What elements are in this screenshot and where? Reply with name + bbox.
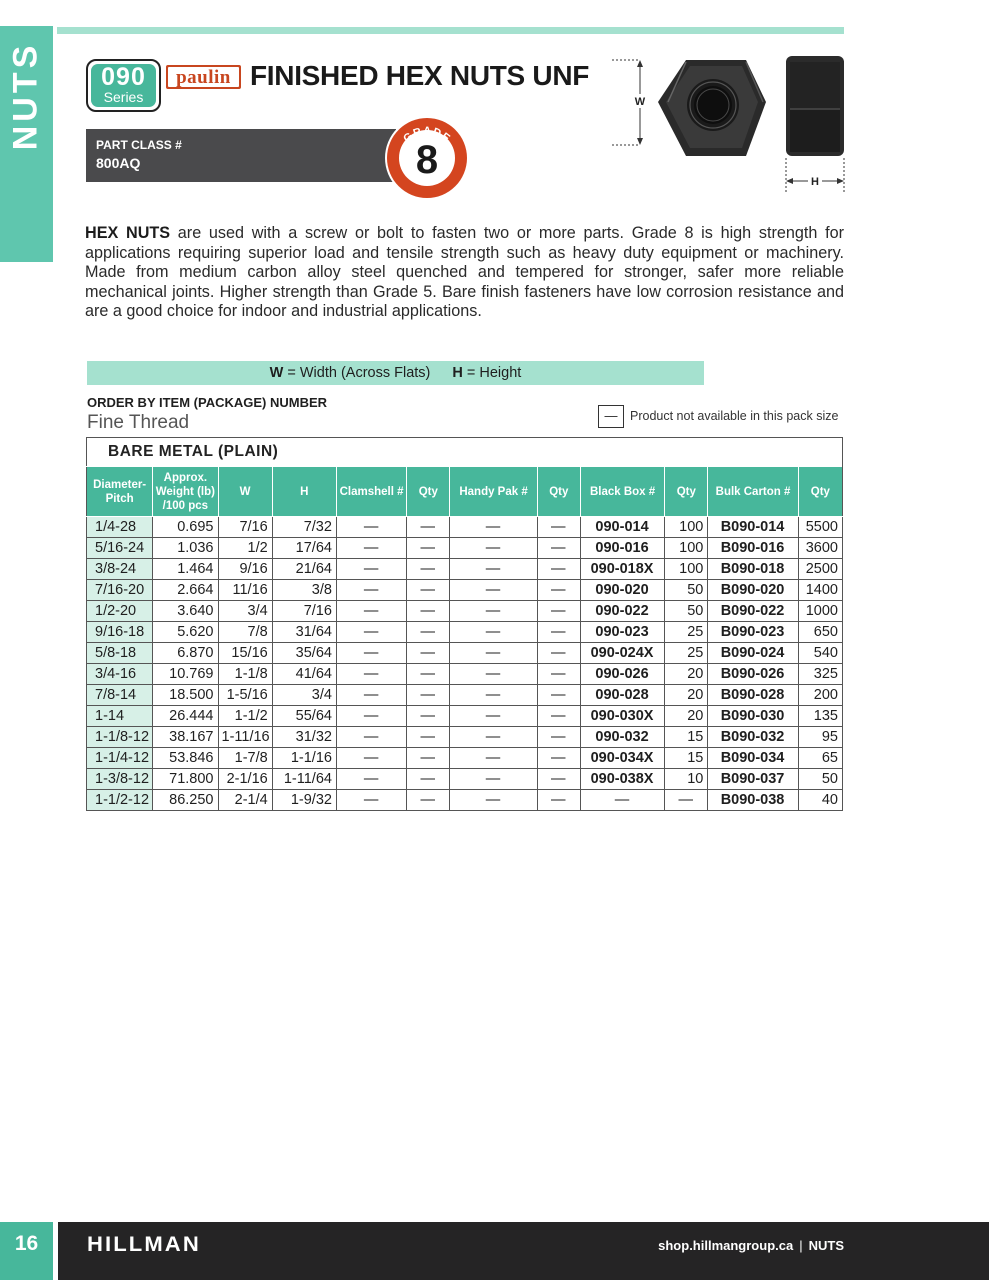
cell-bulk-carton-qty: 2500	[798, 559, 842, 580]
cell-diameter-pitch: 7/16-20	[87, 580, 153, 601]
cell-weight: 18.500	[153, 685, 218, 706]
cell-clamshell: —	[336, 748, 406, 769]
part-class-bar	[86, 129, 396, 182]
table-row	[87, 559, 843, 580]
table-row	[87, 706, 843, 727]
cell-weight: 0.695	[153, 517, 218, 538]
cell-diameter-pitch: 1-1/2-12	[87, 790, 153, 811]
cell-handy-pak-qty: —	[537, 685, 580, 706]
cell-black-box-qty: 15	[665, 727, 708, 748]
part-class-label: PART CLASS #	[96, 138, 182, 152]
table-row	[87, 643, 843, 664]
cell-clamshell: —	[336, 685, 406, 706]
cell-clamshell: —	[336, 664, 406, 685]
cell-bulk-carton: B090-016	[708, 538, 798, 559]
cell-clamshell: —	[336, 790, 406, 811]
cell-clamshell-qty: —	[407, 790, 450, 811]
cell-black-box-qty: 25	[665, 622, 708, 643]
part-class-value: 800AQ	[96, 155, 141, 171]
cell-black-box-qty: 100	[665, 559, 708, 580]
cell-w: 1-1/2	[218, 706, 272, 727]
cell-black-box: 090-030X	[580, 706, 664, 727]
cell-clamshell: —	[336, 538, 406, 559]
table-row	[87, 580, 843, 601]
cell-black-box-qty: 10	[665, 769, 708, 790]
cell-black-box: 090-038X	[580, 769, 664, 790]
cell-handy-pak: —	[450, 664, 537, 685]
series-badge	[86, 59, 161, 112]
cell-bulk-carton: B090-037	[708, 769, 798, 790]
cell-bulk-carton: B090-024	[708, 643, 798, 664]
cell-handy-pak: —	[450, 706, 537, 727]
svg-text:HILLMAN: HILLMAN	[87, 1232, 201, 1256]
table-row	[87, 790, 843, 811]
page-title: FINISHED HEX NUTS UNF	[250, 60, 590, 91]
table-row	[87, 769, 843, 790]
cell-handy-pak-qty: —	[537, 538, 580, 559]
cell-diameter-pitch: 1-1/8-12	[87, 727, 153, 748]
table-row	[87, 727, 843, 748]
cell-weight: 6.870	[153, 643, 218, 664]
col-header-h: H	[272, 467, 336, 517]
cell-handy-pak-qty: —	[537, 790, 580, 811]
cell-black-box: 090-022	[580, 601, 664, 622]
cell-bulk-carton: B090-020	[708, 580, 798, 601]
cell-h: 31/32	[272, 727, 336, 748]
cell-w: 1/2	[218, 538, 272, 559]
product-images	[608, 52, 848, 202]
cell-handy-pak-qty: —	[537, 601, 580, 622]
cell-handy-pak-qty: —	[537, 559, 580, 580]
cell-clamshell-qty: —	[407, 643, 450, 664]
legend-h-text: = Height	[462, 365, 522, 381]
cell-diameter-pitch: 7/8-14	[87, 685, 153, 706]
cell-handy-pak: —	[450, 790, 537, 811]
cell-bulk-carton: B090-014	[708, 517, 798, 538]
grade-value: 8	[415, 138, 439, 182]
cell-handy-pak: —	[450, 601, 537, 622]
cell-handy-pak: —	[450, 559, 537, 580]
cell-black-box-qty: 20	[665, 685, 708, 706]
cell-bulk-carton-qty: 40	[798, 790, 842, 811]
cell-handy-pak-qty: —	[537, 517, 580, 538]
hex-nut-front-image	[658, 60, 766, 156]
table-row	[87, 748, 843, 769]
col-header-black-box-qty: Qty	[665, 467, 708, 517]
brand-logo	[166, 63, 241, 91]
cell-bulk-carton: B090-028	[708, 685, 798, 706]
cell-h: 1-9/32	[272, 790, 336, 811]
cell-black-box: 090-034X	[580, 748, 664, 769]
cell-clamshell: —	[336, 601, 406, 622]
cell-handy-pak: —	[450, 685, 537, 706]
svg-text:paulin: paulin	[176, 67, 231, 88]
cell-bulk-carton-qty: 1000	[798, 601, 842, 622]
description	[85, 224, 844, 322]
cell-clamshell-qty: —	[407, 727, 450, 748]
cell-h: 3/4	[272, 685, 336, 706]
cell-weight: 71.800	[153, 769, 218, 790]
legend-bar	[87, 361, 704, 385]
cell-bulk-carton-qty: 650	[798, 622, 842, 643]
cell-black-box: 090-016	[580, 538, 664, 559]
cell-handy-pak: —	[450, 643, 537, 664]
col-header-bulk-carton-qty: Qty	[798, 467, 842, 517]
col-header-bulk-carton: Bulk Carton #	[708, 467, 798, 517]
not-available-text: Product not available in this pack size	[630, 409, 839, 423]
table-row	[87, 517, 843, 538]
cell-w: 2-1/4	[218, 790, 272, 811]
cell-handy-pak: —	[450, 769, 537, 790]
cell-handy-pak-qty: —	[537, 706, 580, 727]
side-tab-label: NUTS	[6, 41, 45, 151]
footer-right	[600, 1238, 844, 1253]
cell-bulk-carton: B090-018	[708, 559, 798, 580]
cell-black-box: 090-020	[580, 580, 664, 601]
grade-label: GRADE	[401, 125, 453, 146]
cell-handy-pak: —	[450, 727, 537, 748]
cell-w: 1-11/16	[218, 727, 272, 748]
col-header-weight: Approx. Weight (lb) /100 pcs	[153, 467, 218, 517]
cell-diameter-pitch: 1-3/8-12	[87, 769, 153, 790]
cell-weight: 86.250	[153, 790, 218, 811]
cell-black-box-qty: 100	[665, 517, 708, 538]
cell-h: 41/64	[272, 664, 336, 685]
cell-diameter-pitch: 5/16-24	[87, 538, 153, 559]
legend-h-key: H	[452, 365, 463, 381]
not-available-symbol: —	[598, 405, 624, 428]
cell-diameter-pitch: 5/8-18	[87, 643, 153, 664]
cell-black-box: 090-028	[580, 685, 664, 706]
cell-w: 1-7/8	[218, 748, 272, 769]
cell-weight: 53.846	[153, 748, 218, 769]
cell-weight: 10.769	[153, 664, 218, 685]
cell-h: 1-1/16	[272, 748, 336, 769]
cell-diameter-pitch: 1/2-20	[87, 601, 153, 622]
cell-clamshell-qty: —	[407, 769, 450, 790]
cell-black-box-qty: 25	[665, 643, 708, 664]
cell-handy-pak: —	[450, 538, 537, 559]
cell-bulk-carton-qty: 540	[798, 643, 842, 664]
thread-type: Fine Thread	[87, 412, 190, 433]
dim-h-label: H	[811, 176, 819, 188]
cell-bulk-carton: B090-026	[708, 664, 798, 685]
cell-handy-pak: —	[450, 580, 537, 601]
cell-clamshell: —	[336, 706, 406, 727]
cell-bulk-carton: B090-023	[708, 622, 798, 643]
description-lead: HEX NUTS	[85, 224, 171, 242]
cell-handy-pak-qty: —	[537, 748, 580, 769]
cell-handy-pak-qty: —	[537, 580, 580, 601]
cell-weight: 2.664	[153, 580, 218, 601]
cell-w: 2-1/16	[218, 769, 272, 790]
cell-handy-pak: —	[450, 517, 537, 538]
cell-clamshell: —	[336, 769, 406, 790]
cell-clamshell-qty: —	[407, 538, 450, 559]
cell-handy-pak: —	[450, 748, 537, 769]
cell-diameter-pitch: 1-14	[87, 706, 153, 727]
hillman-logo	[87, 1232, 247, 1256]
footer-separator: |	[799, 1238, 803, 1253]
cell-bulk-carton: B090-022	[708, 601, 798, 622]
col-header-clamshell-qty: Qty	[407, 467, 450, 517]
col-header-handy-pak: Handy Pak #	[450, 467, 537, 517]
cell-bulk-carton-qty: 50	[798, 769, 842, 790]
cell-w: 7/8	[218, 622, 272, 643]
footer-page-number: 16	[0, 1222, 53, 1280]
cell-bulk-carton-qty: 135	[798, 706, 842, 727]
cell-black-box: 090-026	[580, 664, 664, 685]
col-header-black-box: Black Box #	[580, 467, 664, 517]
cell-w: 1-1/8	[218, 664, 272, 685]
order-by-heading: ORDER BY ITEM (PACKAGE) NUMBER	[87, 395, 328, 410]
cell-w: 9/16	[218, 559, 272, 580]
cell-black-box-qty: 100	[665, 538, 708, 559]
cell-handy-pak-qty: —	[537, 643, 580, 664]
cell-black-box-qty: 15	[665, 748, 708, 769]
cell-black-box-qty: 20	[665, 706, 708, 727]
cell-black-box-qty: 20	[665, 664, 708, 685]
cell-diameter-pitch: 3/8-24	[87, 559, 153, 580]
cell-black-box: 090-023	[580, 622, 664, 643]
cell-h: 31/64	[272, 622, 336, 643]
cell-clamshell-qty: —	[407, 685, 450, 706]
hex-nut-side-image	[786, 56, 844, 156]
cell-h: 55/64	[272, 706, 336, 727]
cell-w: 7/16	[218, 517, 272, 538]
cell-handy-pak-qty: —	[537, 769, 580, 790]
cell-h: 1-11/64	[272, 769, 336, 790]
col-header-diameter-pitch: Diameter-Pitch	[87, 467, 153, 517]
cell-clamshell-qty: —	[407, 748, 450, 769]
cell-diameter-pitch: 9/16-18	[87, 622, 153, 643]
cell-h: 7/16	[272, 601, 336, 622]
cell-bulk-carton-qty: 95	[798, 727, 842, 748]
top-rule	[57, 27, 844, 34]
cell-bulk-carton: B090-038	[708, 790, 798, 811]
cell-black-box-qty: —	[665, 790, 708, 811]
cell-h: 21/64	[272, 559, 336, 580]
cell-w: 3/4	[218, 601, 272, 622]
table-row	[87, 622, 843, 643]
col-header-handy-pak-qty: Qty	[537, 467, 580, 517]
cell-black-box: —	[580, 790, 664, 811]
cell-h: 3/8	[272, 580, 336, 601]
series-number: 090	[101, 63, 146, 91]
cell-diameter-pitch: 1-1/4-12	[87, 748, 153, 769]
cell-handy-pak-qty: —	[537, 622, 580, 643]
cell-bulk-carton-qty: 3600	[798, 538, 842, 559]
dim-w-label: W	[634, 96, 646, 108]
cell-diameter-pitch: 3/4-16	[87, 664, 153, 685]
cell-black-box: 090-014	[580, 517, 664, 538]
cell-bulk-carton: B090-034	[708, 748, 798, 769]
table-row	[87, 664, 843, 685]
description-body: are used with a screw or bolt to fasten two or more parts. Grade 8 is high strength for applications requiring superior load and tensile strength such as heavy duty equipment or machinery. Made from medium carbon alloy steel quenched and tempered for stronger, safer more reliable mechanical joints. Higher strength than Grade 5. Bare finish fasteners have low corrosion resistance and are a good choice for indoor and industrial applications.	[85, 224, 844, 320]
cell-clamshell: —	[336, 622, 406, 643]
cell-black-box: 090-018X	[580, 559, 664, 580]
cell-h: 7/32	[272, 517, 336, 538]
section-title: BARE METAL (PLAIN)	[86, 437, 843, 466]
cell-diameter-pitch: 1/4-28	[87, 517, 153, 538]
cell-w: 11/16	[218, 580, 272, 601]
cell-clamshell: —	[336, 580, 406, 601]
cell-h: 17/64	[272, 538, 336, 559]
product-table	[86, 437, 843, 811]
cell-weight: 26.444	[153, 706, 218, 727]
cell-weight: 3.640	[153, 601, 218, 622]
cell-bulk-carton: B090-030	[708, 706, 798, 727]
cell-weight: 1.036	[153, 538, 218, 559]
cell-black-box: 090-032	[580, 727, 664, 748]
table-row	[87, 601, 843, 622]
cell-black-box-qty: 50	[665, 601, 708, 622]
cell-clamshell-qty: —	[407, 706, 450, 727]
cell-weight: 1.464	[153, 559, 218, 580]
cell-clamshell-qty: —	[407, 622, 450, 643]
cell-clamshell-qty: —	[407, 580, 450, 601]
cell-bulk-carton-qty: 200	[798, 685, 842, 706]
legend-w-text: = Width (Across Flats)	[283, 365, 431, 381]
cell-handy-pak-qty: —	[537, 727, 580, 748]
col-header-clamshell: Clamshell #	[336, 467, 406, 517]
cell-bulk-carton-qty: 65	[798, 748, 842, 769]
cell-clamshell: —	[336, 643, 406, 664]
side-tab	[0, 26, 53, 262]
series-label: Series	[103, 89, 144, 105]
legend-w-key: W	[269, 365, 284, 381]
cell-black-box-qty: 50	[665, 580, 708, 601]
cell-w: 1-5/16	[218, 685, 272, 706]
footer-section: NUTS	[808, 1238, 844, 1253]
grade-badge	[382, 114, 472, 202]
cell-weight: 38.167	[153, 727, 218, 748]
cell-clamshell: —	[336, 517, 406, 538]
cell-clamshell-qty: —	[407, 664, 450, 685]
cell-weight: 5.620	[153, 622, 218, 643]
cell-w: 15/16	[218, 643, 272, 664]
cell-bulk-carton-qty: 5500	[798, 517, 842, 538]
cell-bulk-carton-qty: 325	[798, 664, 842, 685]
cell-h: 35/64	[272, 643, 336, 664]
cell-clamshell-qty: —	[407, 559, 450, 580]
cell-clamshell: —	[336, 559, 406, 580]
table-row	[87, 685, 843, 706]
cell-clamshell: —	[336, 727, 406, 748]
cell-clamshell-qty: —	[407, 517, 450, 538]
table-row	[87, 538, 843, 559]
cell-handy-pak: —	[450, 622, 537, 643]
cell-bulk-carton: B090-032	[708, 727, 798, 748]
cell-bulk-carton-qty: 1400	[798, 580, 842, 601]
footer-url[interactable]: shop.hillmangroup.ca	[658, 1238, 794, 1253]
cell-handy-pak-qty: —	[537, 664, 580, 685]
cell-clamshell-qty: —	[407, 601, 450, 622]
table-header-row	[87, 467, 843, 517]
col-header-w: W	[218, 467, 272, 517]
cell-black-box: 090-024X	[580, 643, 664, 664]
